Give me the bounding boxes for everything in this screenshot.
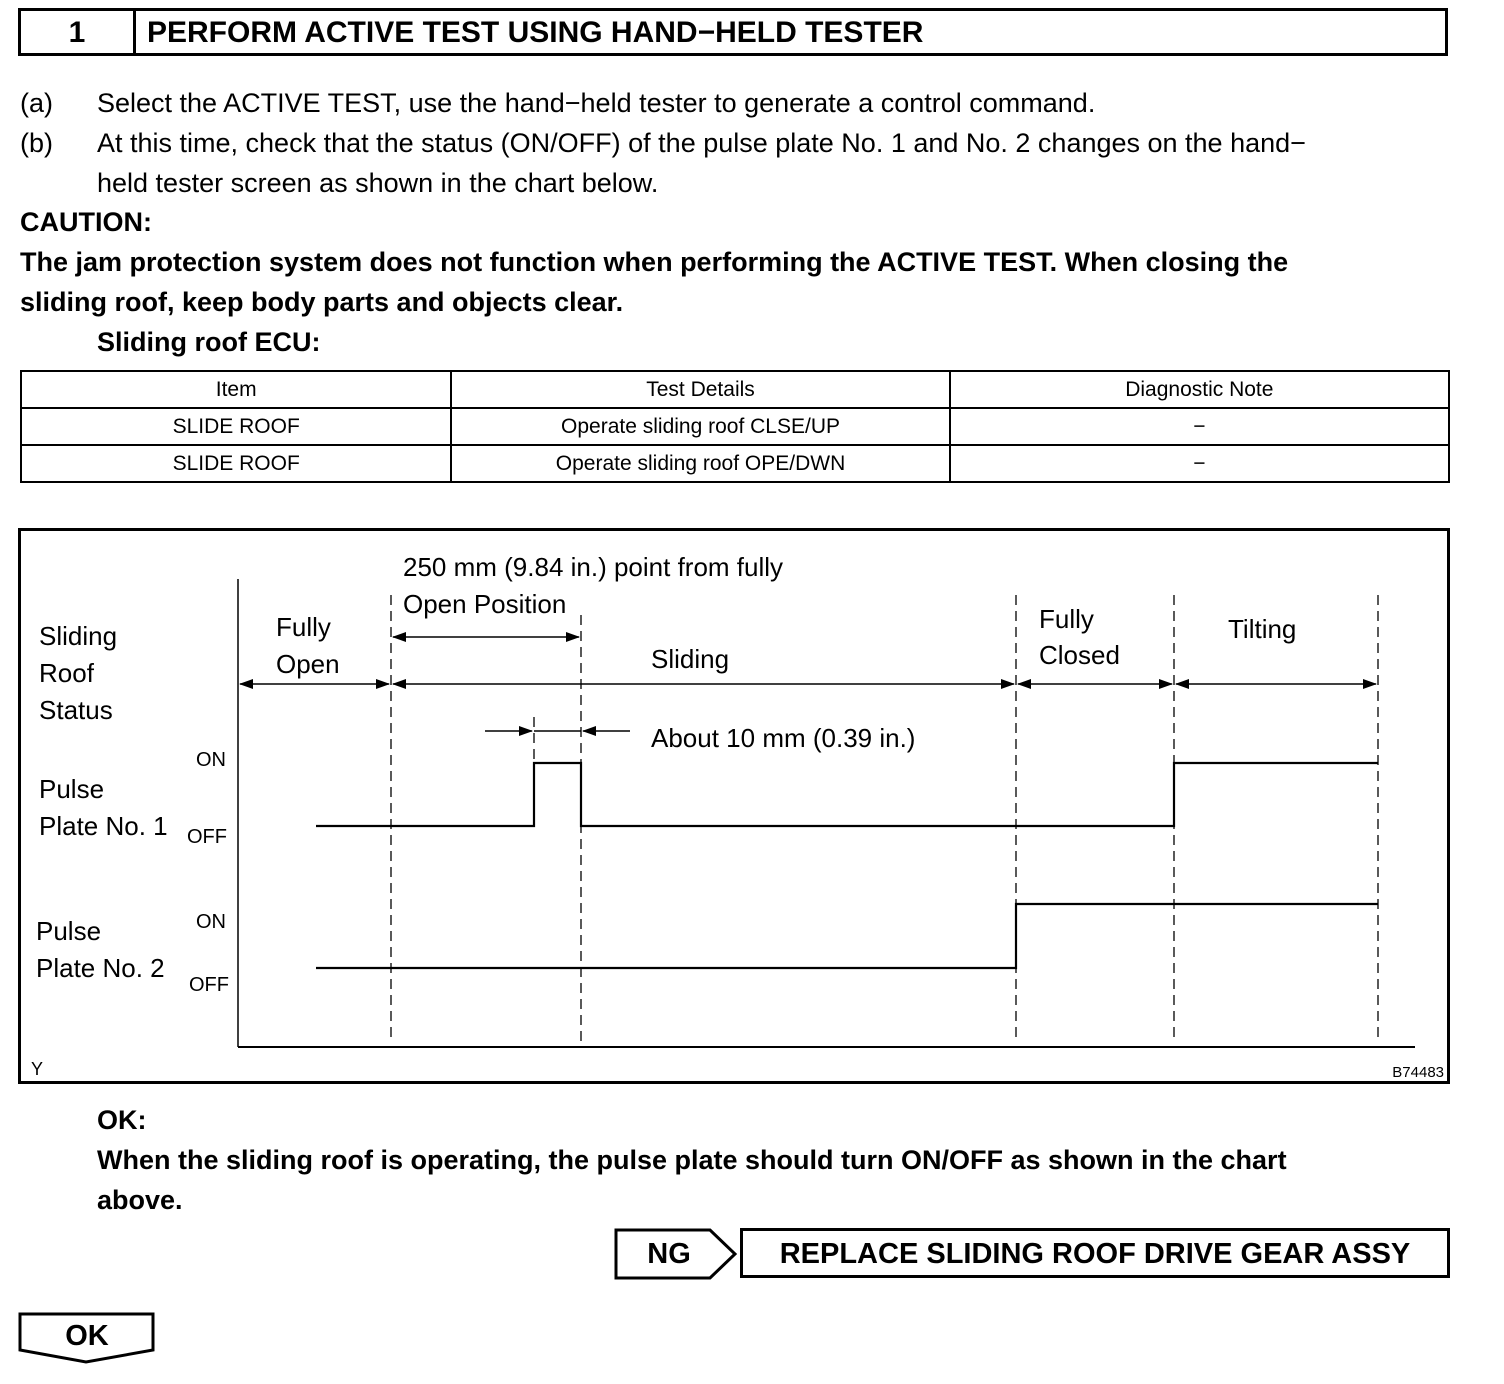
- table-cell: −: [950, 445, 1449, 482]
- timing-chart: [18, 528, 1450, 1084]
- ok-label: OK: [65, 1320, 109, 1352]
- instruction-a-text: Select the ACTIVE TEST, use the hand−held tester to generate a control command.: [97, 88, 1096, 118]
- ng-label: NG: [647, 1238, 691, 1270]
- table-row: [21, 408, 1449, 445]
- table-title: Sliding roof ECU:: [97, 327, 321, 357]
- phase-tilting-label: Tilting: [1228, 614, 1297, 644]
- phase-fully-open-line1: Fully: [276, 612, 331, 642]
- ok-line2: above.: [97, 1185, 183, 1215]
- pulse1-label-line1: Pulse: [39, 774, 105, 804]
- status-arrows: [240, 637, 1376, 731]
- pulse1-label-line2: Plate No. 1: [39, 811, 168, 841]
- pulse2-off-label: OFF: [189, 974, 229, 996]
- step-number: 1: [21, 11, 136, 53]
- instruction-b-label: (b): [20, 128, 53, 158]
- pulse1-on-label: ON: [196, 749, 226, 771]
- phase-fully-closed-line2: Closed: [1039, 640, 1120, 670]
- pulse-plate-2-waveform: [316, 904, 1378, 968]
- annotation-250mm-line1: 250 mm (9.84 in.) point from fully: [403, 552, 784, 582]
- table-header-cell: Test Details: [451, 371, 949, 408]
- table-cell: −: [950, 408, 1449, 445]
- phase-sliding-label: Sliding: [651, 644, 730, 674]
- timing-chart-svg: [21, 531, 1447, 1081]
- caution-line2: sliding roof, keep body parts and objects clear.: [20, 287, 624, 317]
- instruction-b-text-cont: held tester screen as shown in the chart below.: [97, 168, 659, 198]
- annotation-250mm-line2: Open Position: [403, 589, 567, 619]
- phase-fully-open-line2: Open: [276, 649, 340, 679]
- caution-line1: The jam protection system does not function when performing the ACTIVE TEST. When closing the: [20, 247, 1289, 277]
- table-cell: Operate sliding roof OPE/DWN: [451, 445, 949, 482]
- table-cell: Operate sliding roof CLSE/UP: [451, 408, 949, 445]
- ng-action-box: REPLACE SLIDING ROOF DRIVE GEAR ASSY: [740, 1228, 1450, 1278]
- status-label-line2: Roof: [39, 658, 94, 688]
- pulse-plate-1-waveform: [316, 763, 1378, 826]
- table-header-cell: Item: [21, 371, 451, 408]
- figure-id: B74483: [1392, 1064, 1444, 1081]
- ng-indicator: [614, 1228, 739, 1280]
- phase-boundaries: [391, 595, 1378, 1043]
- chart-corner-label: Y: [31, 1059, 44, 1079]
- status-label-line3: Status: [39, 695, 113, 725]
- step-title: PERFORM ACTIVE TEST USING HAND−HELD TESTER: [147, 16, 924, 49]
- table-header-cell: Diagnostic Note: [950, 371, 1449, 408]
- table-row: [21, 445, 1449, 482]
- table-cell: SLIDE ROOF: [21, 408, 451, 445]
- pulse1-off-label: OFF: [187, 826, 227, 848]
- pulse2-label-line2: Plate No. 2: [36, 953, 165, 983]
- ecu-table: [20, 370, 1450, 483]
- phase-fully-closed-line1: Fully: [1039, 604, 1094, 634]
- annotation-10mm: About 10 mm (0.39 in.): [651, 723, 916, 753]
- pulse2-label-line1: Pulse: [36, 916, 102, 946]
- status-label-line1: Sliding: [39, 621, 118, 651]
- table-cell: SLIDE ROOF: [21, 445, 451, 482]
- pulse2-on-label: ON: [196, 911, 226, 933]
- instruction-b-text: At this time, check that the status (ON/OFF) of the pulse plate No. 1 and No. 2 changes on the hand−: [97, 128, 1306, 158]
- caution-heading: CAUTION:: [20, 207, 152, 237]
- ok-indicator: [18, 1312, 156, 1364]
- instruction-a-label: (a): [20, 88, 53, 118]
- ok-heading: OK:: [97, 1105, 147, 1135]
- ok-line1: When the sliding roof is operating, the pulse plate should turn ON/OFF as shown in the chart: [97, 1145, 1287, 1175]
- step-header: [18, 8, 1448, 56]
- table-header-row: [21, 371, 1449, 408]
